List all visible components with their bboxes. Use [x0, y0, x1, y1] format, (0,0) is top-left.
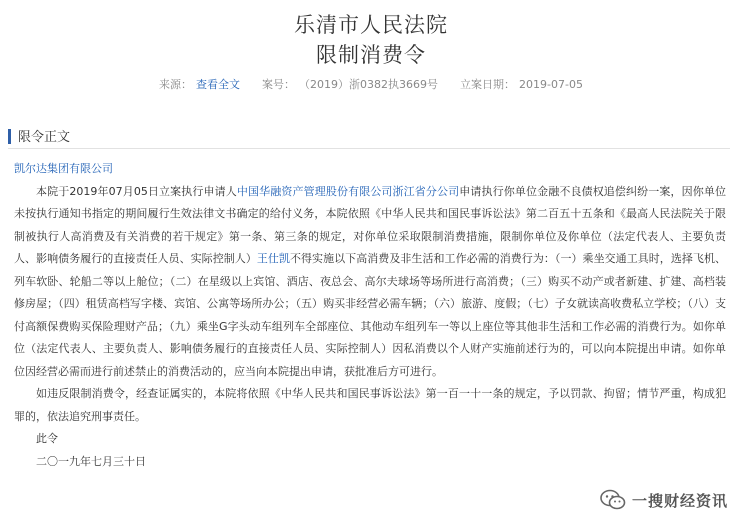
case-label: 案号： [262, 78, 296, 91]
filing-date-label: 立案日期： [460, 78, 516, 91]
filing-date-value: 2019-07-05 [519, 77, 583, 91]
order-paragraph-penalty: 如违反限制消费令，经查证属实的，本院将依照《中华人民共和国民事诉讼法》第一百一十一条的规定，予以罚款、拘留；情节严重，构成犯罪的，依法追究刑事责任。 [14, 387, 726, 423]
person-link[interactable]: 王仕凯 [256, 252, 290, 265]
document-header [0, 0, 742, 92]
closing-text: 此令 [36, 432, 58, 445]
section-title: 限令正文 [18, 130, 71, 145]
order-date: 二〇一九年七月三十日 [36, 454, 146, 468]
order-paragraph-main [14, 181, 726, 384]
paragraph-text: 本院于2019年07月05日立案执行申请人 [36, 184, 237, 198]
case-number: （2019）浙0382执3669号 [299, 78, 439, 91]
paragraph-text: 申请执行你单位金融不良债权追偿纠纷一案，因你单位未按执行通知书指定的期间履行生效法律文书确定的给付义务，本院依照《中华人民共和国民事诉讼法》第二百五十五条和《最高人民法院关于限制被执行人高消费及有关消费的若干规定》第一条、第三条的规定，对你单位采取限制消费措施，限制你单位及你单位（法定代表人、主要负责人、影响债务履行的直接责任人员、实际控制人） [14, 184, 726, 265]
section-accent-bar [8, 129, 11, 144]
document-body [14, 158, 726, 473]
wechat-icon [600, 489, 626, 511]
watermark [600, 489, 728, 511]
watermark-text: 一搜财经资讯 [631, 491, 728, 510]
court-name-title: 乐清市人民法院 [294, 13, 448, 37]
view-full-text-link[interactable]: 查看全文 [196, 78, 241, 91]
section-header [8, 126, 730, 149]
document-meta [0, 76, 742, 92]
paragraph-text: 不得实施以下高消费及非生活和工作必需的消费行为：（一）乘坐交通工具时，选择飞机、列车软卧、轮船二等以上舱位；（二）在星级以上宾馆、酒店、夜总会、高尔夫球场等场所进行高消费；（三）购买不动产或者新建、扩建、高档装修房屋；（四）租赁高档写字楼、宾馆、公寓等场所办公；（五）购买非经营必需车辆；（六）旅游、度假；（七）子女就读高收费私立学校；（八）支付高额保费购买保险理财产品；（九）乘坐G字头动车组列车全部座位、其他动车组列车一等以上座位等其他非生活和工作必需的消费行为。如你单位（法定代表人、主要负责人、影响债务履行的直接责任人员、实际控制人）因私消费以个人财产实施前述行为的，可以向本院提出申请。如你单位因经营必需而进行前述禁止的消费活动的，应当向本院提出申请，获批准后方可进行。 [14, 252, 727, 378]
addressee-company: 凯尔达集团有限公司 [14, 162, 113, 175]
source-label: 来源： [159, 78, 193, 91]
document-type-title: 限制消费令 [316, 43, 426, 67]
applicant-link[interactable]: 中国华融资产管理股份有限公司浙江省分公司 [236, 184, 460, 198]
